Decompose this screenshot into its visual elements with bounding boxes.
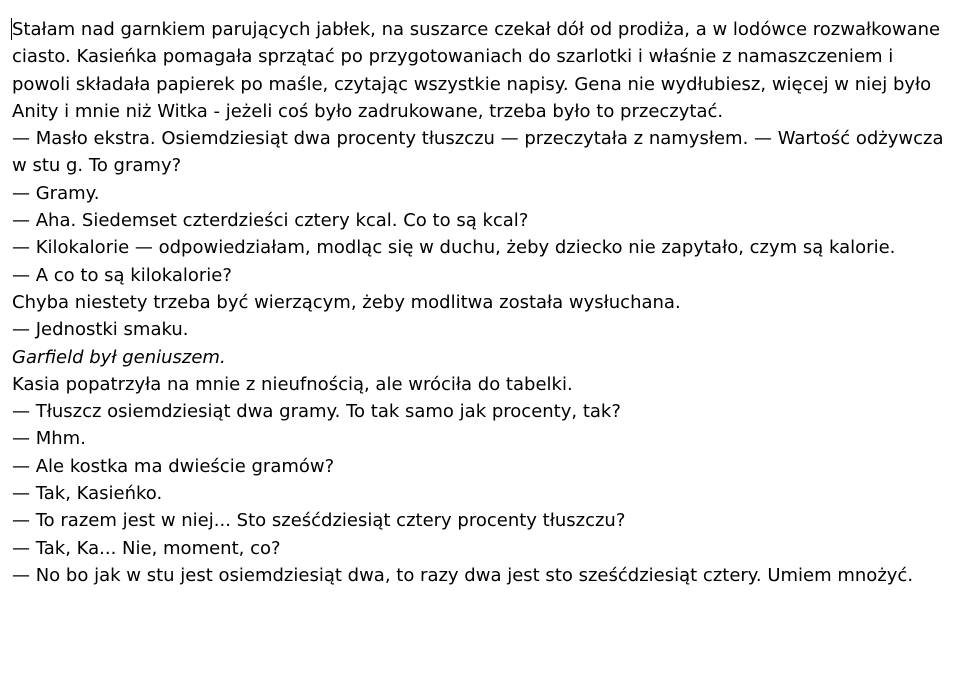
paragraph-11: — Tłuszcz osiemdziesiąt dwa gramy. To tak samo jak procenty, tak? <box>12 401 621 423</box>
paragraph-3: — Gramy. <box>12 182 100 204</box>
paragraph-12: — Mhm. <box>12 428 86 450</box>
paragraph-2: — Masło ekstra. Osiemdziesiąt dwa procenty tłuszczu — przeczytała z namysłem. — Wartość odżywcza w stu g. To gramy? <box>12 128 944 177</box>
paragraph-9-italic: Garfield był geniuszem. <box>12 346 226 368</box>
paragraph-17: — No bo jak w stu jest osiemdziesiąt dwa, to razy dwa jest sto sześćdziesiąt cztery. Umiem mnożyć. <box>12 564 914 586</box>
paragraph-5: — Kilokalorie — odpowiedziałam, modląc się w duchu, żeby dziecko nie zapytało, czym są kalorie. <box>12 237 896 259</box>
paragraph-1: Stałam nad garnkiem parujących jabłek, na suszarce czekał dół od prodiża, a w lodówce rozwałkowane ciasto. Kasieńka pomagała sprzątać po przygotowaniach do szarlotki i właśnie z namaszczeniem i powoli składała papierek po maśle, czytając wszystkie napisy. Gena nie wydłubiesz, więcej w niej było Anity i mnie niż Witka - jeżeli coś było zadrukowane, trzeba było to przeczytać. <box>12 19 941 122</box>
paragraph-16: — Tak, Ka... Nie, moment, co? <box>12 537 281 559</box>
paragraph-13: — Ale kostka ma dwieście gramów? <box>12 455 335 477</box>
document-body[interactable] <box>12 16 952 589</box>
paragraph-14: — Tak, Kasieńko. <box>12 483 163 505</box>
paragraph-4: — Aha. Siedemset czterdzieści cztery kcal. Co to są kcal? <box>12 210 529 232</box>
paragraph-15: — To razem jest w niej... Sto sześćdziesiąt cztery procenty tłuszczu? <box>12 510 626 532</box>
paragraph-10: Kasia popatrzyła na mnie z nieufnością, ale wróciła do tabelki. <box>12 373 573 395</box>
paragraph-6: — A co to są kilokalorie? <box>12 264 232 286</box>
paragraph-7: Chyba niestety trzeba być wierzącym, żeby modlitwa została wysłuchana. <box>12 291 681 313</box>
paragraph-8: — Jednostki smaku. <box>12 319 189 341</box>
